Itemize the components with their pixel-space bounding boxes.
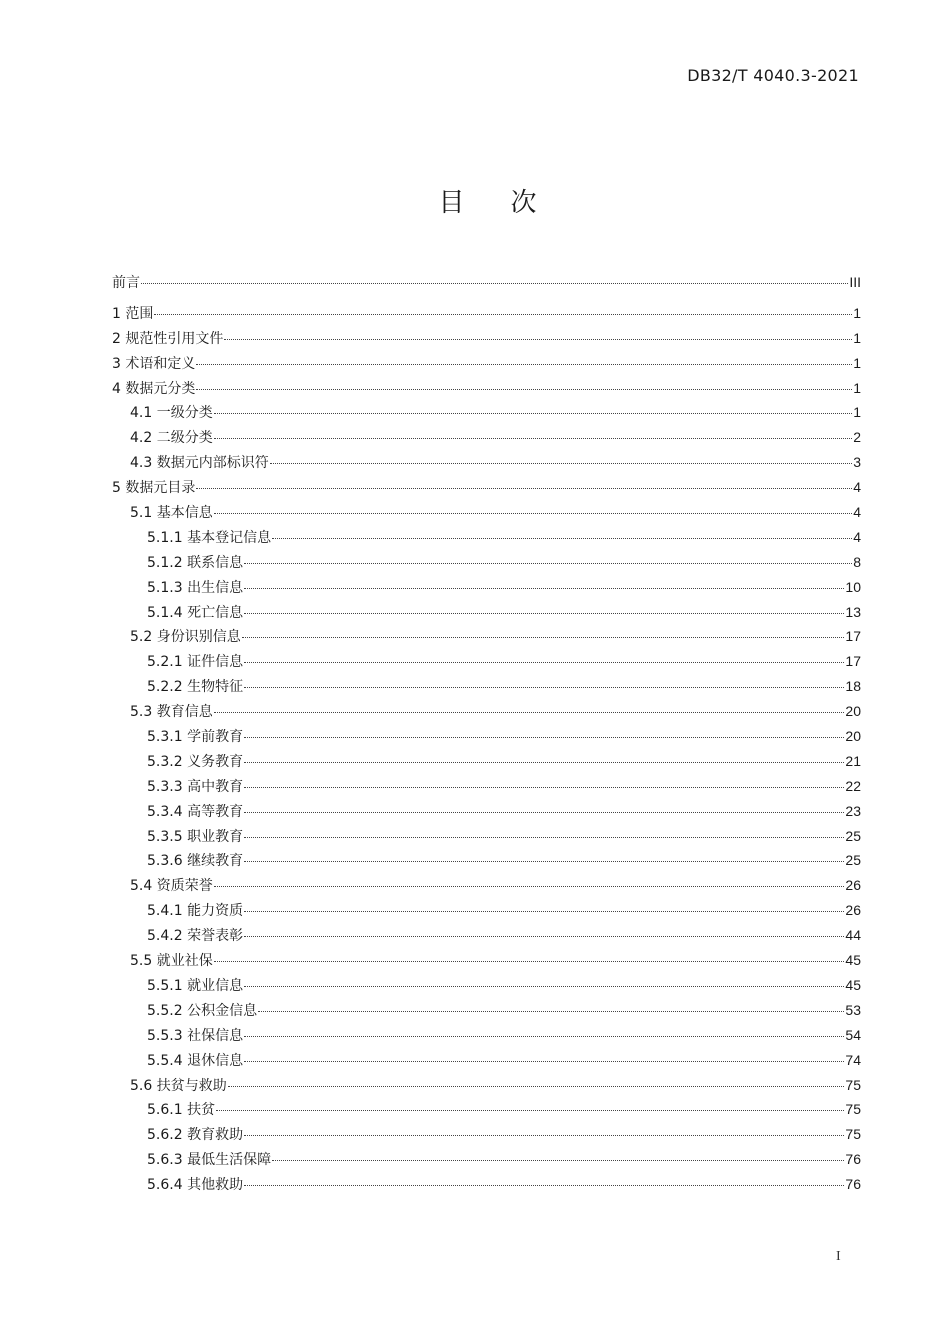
- toc-leader-dots: [214, 502, 852, 514]
- toc-leader-dots: [214, 950, 845, 962]
- table-of-contents: [112, 272, 861, 1199]
- toc-leader-dots: [244, 975, 844, 987]
- toc-entry[interactable]: [112, 577, 861, 602]
- toc-entry-label: 5.1.3 出生信息: [147, 579, 244, 596]
- toc-entry-label: 5.6.2 教育救助: [147, 1127, 244, 1144]
- toc-entry[interactable]: [112, 975, 861, 1000]
- toc-entry-page: 1: [853, 329, 861, 346]
- toc-entry[interactable]: [112, 477, 861, 502]
- toc-entry[interactable]: [112, 900, 861, 925]
- toc-leader-dots: [244, 850, 844, 862]
- toc-entry-label: 5.1.1 基本登记信息: [147, 529, 272, 546]
- toc-entry-label: 5.5.3 社保信息: [147, 1027, 244, 1044]
- toc-entry-page: 53: [845, 1001, 861, 1018]
- toc-leader-dots: [244, 900, 844, 912]
- toc-entry[interactable]: [112, 1050, 861, 1075]
- toc-entry-label: 5.6.1 扶贫: [147, 1102, 216, 1119]
- toc-entry-page: 76: [845, 1176, 861, 1193]
- toc-entry[interactable]: [112, 1000, 861, 1025]
- toc-entry[interactable]: [112, 801, 861, 826]
- toc-entry-label: 5.5.4 退休信息: [147, 1052, 244, 1069]
- toc-leader-dots: [196, 477, 852, 489]
- toc-entry[interactable]: [112, 1099, 861, 1124]
- toc-leader-dots: [244, 801, 844, 813]
- toc-leader-dots: [258, 1000, 844, 1012]
- toc-leader-dots: [244, 726, 844, 738]
- toc-entry-label: 5.4.2 荣誉表彰: [147, 928, 244, 945]
- toc-entry[interactable]: [112, 626, 861, 651]
- toc-entry[interactable]: [112, 776, 861, 801]
- toc-entry-label: 5.5.1 就业信息: [147, 977, 244, 994]
- toc-entry-label: 5.2.1 证件信息: [147, 654, 244, 671]
- toc-entry[interactable]: [112, 1124, 861, 1149]
- toc-entry-label: 5.6.4 其他救助: [147, 1177, 244, 1194]
- toc-entry-page: 54: [845, 1026, 861, 1043]
- toc-entry-label: 2 规范性引用文件: [112, 330, 224, 347]
- toc-leader-dots: [216, 1099, 844, 1111]
- toc-entry-page: 26: [845, 877, 861, 894]
- toc-entry[interactable]: [112, 328, 861, 353]
- toc-entry[interactable]: [112, 726, 861, 751]
- toc-entry-page: 17: [845, 628, 861, 645]
- toc-entry-label: 5.3.2 义务教育: [147, 753, 244, 770]
- toc-entry[interactable]: [112, 1174, 861, 1199]
- toc-entry-page: 4: [853, 479, 861, 496]
- toc-entry[interactable]: [112, 651, 861, 676]
- toc-entry-page: 25: [845, 852, 861, 869]
- toc-entry-page: 8: [853, 553, 861, 570]
- toc-entry[interactable]: [112, 676, 861, 701]
- toc-entry-label: 1 范围: [112, 305, 154, 322]
- toc-entry-label: 5.1.4 死亡信息: [147, 604, 244, 621]
- toc-entry-label: 5.5 就业社保: [130, 953, 213, 970]
- toc-leader-dots: [214, 402, 852, 414]
- toc-entry[interactable]: [112, 1075, 861, 1100]
- toc-entry[interactable]: [112, 552, 861, 577]
- toc-entry-page: 45: [845, 952, 861, 969]
- toc-leader-dots: [196, 378, 852, 390]
- toc-entry-label: 5 数据元目录: [112, 480, 196, 497]
- toc-entry-page: 75: [845, 1101, 861, 1118]
- toc-leader-dots: [214, 875, 845, 887]
- toc-entry[interactable]: [112, 751, 861, 776]
- toc-leader-dots: [244, 925, 844, 937]
- toc-entry[interactable]: [112, 402, 861, 427]
- toc-entry[interactable]: [112, 452, 861, 477]
- title-char-1: 目: [438, 188, 465, 218]
- toc-leader-dots: [228, 1075, 845, 1087]
- toc-leader-dots: [270, 452, 852, 464]
- toc-entry[interactable]: [112, 272, 861, 297]
- toc-entry-page: 18: [845, 678, 861, 695]
- toc-leader-dots: [224, 328, 852, 340]
- toc-entry-label: 前言: [112, 275, 140, 291]
- page-title: [0, 182, 950, 219]
- toc-entry-page: 20: [845, 728, 861, 745]
- toc-entry-page: 13: [845, 603, 861, 620]
- toc-leader-dots: [141, 272, 848, 284]
- toc-entry-page: 21: [845, 752, 861, 769]
- toc-entry-label: 5.1.2 联系信息: [147, 554, 244, 571]
- toc-entry-page: 75: [845, 1126, 861, 1143]
- toc-entry-page: 1: [853, 379, 861, 396]
- toc-entry-page: 25: [845, 827, 861, 844]
- toc-leader-dots: [244, 1174, 844, 1186]
- toc-entry-label: 5.5.2 公积金信息: [147, 1002, 258, 1019]
- document-code: DB32/T 4040.3-2021: [687, 66, 859, 85]
- toc-leader-dots: [244, 1124, 844, 1136]
- toc-entry-page: 1: [853, 404, 861, 421]
- toc-entry-page: 4: [853, 504, 861, 521]
- toc-leader-dots: [244, 602, 844, 614]
- toc-entry-page: 22: [845, 777, 861, 794]
- toc-entry-label: 4.3 数据元内部标识符: [130, 455, 269, 472]
- toc-entry-page: 2: [853, 429, 861, 446]
- toc-entry-label: 3 术语和定义: [112, 355, 196, 372]
- toc-leader-dots: [244, 676, 844, 688]
- toc-entry-label: 5.2 身份识别信息: [130, 629, 241, 646]
- toc-leader-dots: [214, 427, 852, 439]
- toc-leader-dots: [244, 1025, 844, 1037]
- toc-entry-page: 4: [853, 528, 861, 545]
- toc-entry[interactable]: [112, 1149, 861, 1174]
- toc-entry-label: 5.6.3 最低生活保障: [147, 1152, 272, 1169]
- toc-leader-dots: [214, 701, 845, 713]
- toc-entry-page: 26: [845, 902, 861, 919]
- toc-entry-label: 5.4.1 能力资质: [147, 903, 244, 920]
- toc-leader-dots: [244, 577, 844, 589]
- toc-entry-label: 5.3.1 学前教育: [147, 729, 244, 746]
- toc-entry[interactable]: [112, 602, 861, 627]
- toc-entry-page: 44: [845, 927, 861, 944]
- toc-entry-page: 74: [845, 1051, 861, 1068]
- toc-entry[interactable]: [112, 303, 861, 328]
- toc-entry-label: 5.6 扶贫与救助: [130, 1077, 227, 1094]
- toc-entry[interactable]: [112, 353, 861, 378]
- toc-entry-page: 76: [845, 1151, 861, 1168]
- toc-entry[interactable]: [112, 950, 861, 975]
- toc-entry[interactable]: [112, 875, 861, 900]
- toc-entry-label: 5.3 教育信息: [130, 704, 213, 721]
- toc-leader-dots: [272, 527, 852, 539]
- toc-entry[interactable]: [112, 925, 861, 950]
- toc-leader-dots: [272, 1149, 844, 1161]
- toc-leader-dots: [244, 1050, 844, 1062]
- toc-entry-label: 5.3.6 继续教育: [147, 853, 244, 870]
- toc-entry-label: 4 数据元分类: [112, 380, 196, 397]
- toc-entry-label: 5.3.5 职业教育: [147, 828, 244, 845]
- toc-entry[interactable]: [112, 850, 861, 875]
- title-char-2: 次: [510, 188, 537, 218]
- toc-entry-page: 10: [845, 578, 861, 595]
- toc-entry-label: 5.3.3 高中教育: [147, 778, 244, 795]
- toc-leader-dots: [244, 552, 852, 564]
- toc-entry-page: 75: [845, 1076, 861, 1093]
- toc-entry[interactable]: [112, 1025, 861, 1050]
- toc-entry-page: 23: [845, 802, 861, 819]
- toc-leader-dots: [242, 626, 845, 638]
- toc-leader-dots: [244, 776, 844, 788]
- toc-entry[interactable]: [112, 826, 861, 851]
- toc-entry-page: 17: [845, 653, 861, 670]
- toc-leader-dots: [244, 826, 844, 838]
- toc-entry-label: 5.4 资质荣誉: [130, 878, 213, 895]
- toc-entry[interactable]: [112, 527, 861, 552]
- toc-entry-label: 5.1 基本信息: [130, 505, 213, 522]
- toc-entry[interactable]: [112, 427, 861, 452]
- toc-entry-label: 5.3.4 高等教育: [147, 803, 244, 820]
- toc-entry[interactable]: [112, 502, 861, 527]
- toc-entry-page: 20: [845, 703, 861, 720]
- toc-entry-label: 4.1 一级分类: [130, 405, 213, 422]
- toc-entry-label: 5.2.2 生物特征: [147, 679, 244, 696]
- toc-entry[interactable]: [112, 701, 861, 726]
- toc-entry-page: 1: [853, 304, 861, 321]
- toc-entry-page: 3: [853, 454, 861, 471]
- toc-entry[interactable]: [112, 378, 861, 403]
- toc-entry-label: 4.2 二级分类: [130, 430, 213, 447]
- toc-entry-page: 45: [845, 976, 861, 993]
- toc-entry-page: 1: [853, 354, 861, 371]
- toc-leader-dots: [196, 353, 852, 365]
- toc-leader-dots: [244, 651, 844, 663]
- toc-leader-dots: [244, 751, 844, 763]
- toc-entry-page: III: [849, 274, 861, 290]
- page-number: I: [836, 1249, 841, 1264]
- toc-leader-dots: [154, 303, 852, 315]
